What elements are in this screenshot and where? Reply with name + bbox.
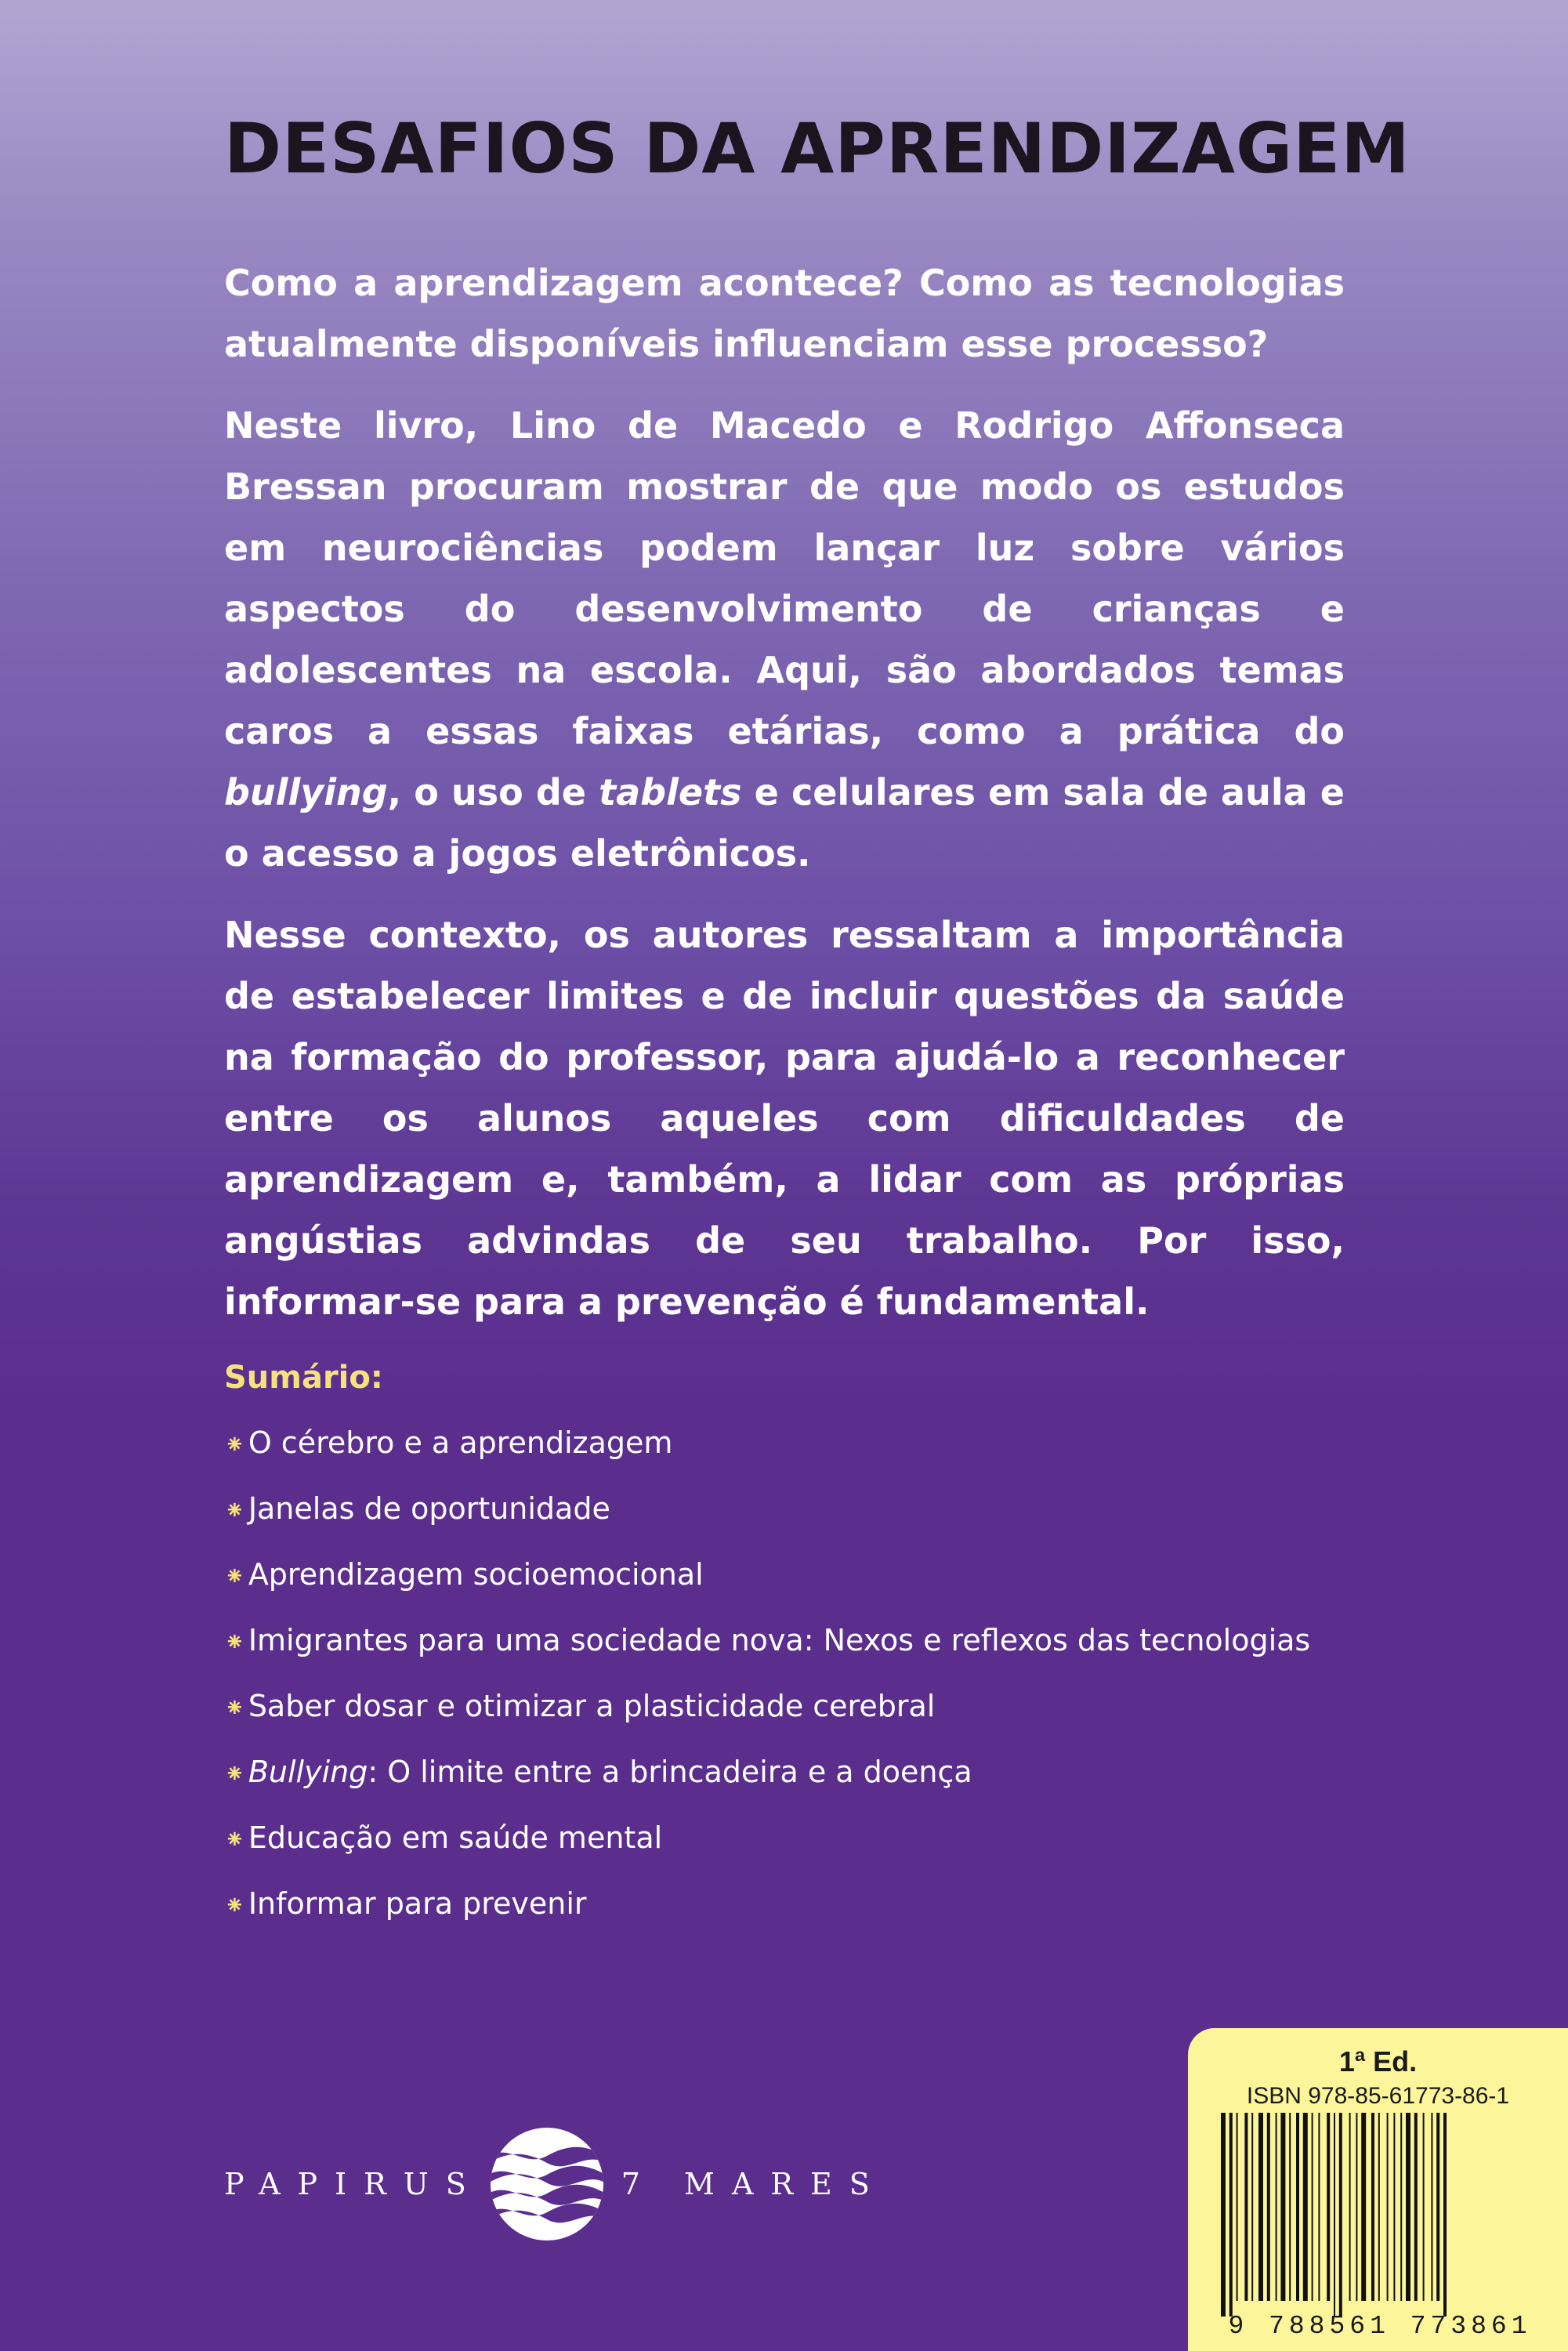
edition-label: 1ª Ed. bbox=[1338, 2045, 1418, 2078]
waves-circle-logo-icon bbox=[488, 2125, 606, 2243]
summary-item bbox=[224, 1815, 1321, 1881]
summary-item bbox=[224, 1683, 1321, 1749]
publisher-name-right: 7 MARES bbox=[621, 2167, 887, 2201]
summary-item bbox=[224, 1486, 1321, 1552]
summary-item-label: Educação em saúde mental bbox=[248, 1820, 663, 1855]
summary-item bbox=[224, 1749, 1321, 1815]
synopsis-text: Neste livro, Lino de Macedo e Rodrigo Affonseca Bressan procuram mostrar de que modo os estudos em neurociências podem lançar luz sobre vários aspectos do desenvolvimento de crianças e adolescentes na escola. Aqui, são abordados temas caros a essas faixas etárias, como a prática do bbox=[224, 404, 1345, 752]
asterisk-bullet-icon: ⁕ bbox=[224, 1693, 245, 1722]
asterisk-bullet-icon: ⁕ bbox=[224, 1495, 245, 1525]
barcode-digits: 9 788561 773861 bbox=[1228, 2312, 1532, 2341]
summary-item-italic: Bullying bbox=[248, 1755, 368, 1789]
summary-item bbox=[224, 1552, 1321, 1617]
isbn-box bbox=[1188, 2028, 1568, 2351]
summary-item bbox=[224, 1881, 1321, 1947]
synopsis-italic-term: bullying bbox=[224, 771, 388, 813]
asterisk-bullet-icon: ⁕ bbox=[224, 1890, 245, 1920]
summary-list bbox=[224, 1420, 1321, 1947]
summary-item bbox=[224, 1617, 1321, 1683]
barcode-icon bbox=[1218, 2113, 1547, 2317]
synopsis-text: , o uso de bbox=[387, 771, 599, 813]
table-of-contents bbox=[224, 1356, 1321, 1947]
summary-item-label: Informar para prevenir bbox=[248, 1886, 587, 1921]
asterisk-bullet-icon: ⁕ bbox=[224, 1759, 245, 1788]
asterisk-bullet-icon: ⁕ bbox=[224, 1627, 245, 1657]
asterisk-bullet-icon: ⁕ bbox=[224, 1561, 245, 1591]
book-title: DESAFIOS DA APRENDIZAGEM bbox=[224, 108, 1410, 189]
summary-item-label: Janelas de oportunidade bbox=[248, 1491, 610, 1526]
publisher-name-left: PAPIRUS bbox=[224, 2167, 483, 2201]
summary-item-label: O cérebro e a aprendizagem bbox=[248, 1425, 673, 1460]
summary-item-label: Imigrantes para uma sociedade nova: Nexos e reflexos das tecnologias bbox=[248, 1623, 1311, 1657]
synopsis bbox=[224, 252, 1345, 1353]
summary-item bbox=[224, 1420, 1321, 1486]
publisher-imprint bbox=[224, 2125, 887, 2243]
summary-item-label: Saber dosar e otimizar a plasticidade cerebral bbox=[248, 1689, 936, 1723]
asterisk-bullet-icon: ⁕ bbox=[224, 1429, 245, 1459]
summary-item-label: Aprendizagem socioemocional bbox=[248, 1557, 704, 1592]
synopsis-italic-term: tablets bbox=[599, 771, 742, 813]
asterisk-bullet-icon: ⁕ bbox=[224, 1824, 245, 1854]
synopsis-paragraph-2 bbox=[224, 395, 1345, 884]
summary-heading: Sumário: bbox=[224, 1360, 383, 1396]
isbn-number: ISBN 978-85-61773-86-1 bbox=[1246, 2083, 1510, 2109]
synopsis-paragraph-3: Nesse contexto, os autores ressaltam a importância de estabelecer limites e de incluir questões da saúde na formação do professor, para ajudá-lo a reconhecer entre os alunos aqueles com dificuldades de aprendizagem e, também, a lidar com as próprias angústias advindas de seu trabalho. Por isso, informar-se para a prevenção é fundamental. bbox=[224, 914, 1345, 1323]
summary-item-label: : O limite entre a brincadeira e a doença bbox=[368, 1755, 972, 1789]
synopsis-text: e celulares em sala de aula e o acesso a jogos eletrônicos. bbox=[224, 771, 1345, 875]
synopsis-paragraph-1: Como a aprendizagem acontece? Como as tecnologias atualmente disponíveis influenciam esse processo? bbox=[224, 262, 1345, 365]
